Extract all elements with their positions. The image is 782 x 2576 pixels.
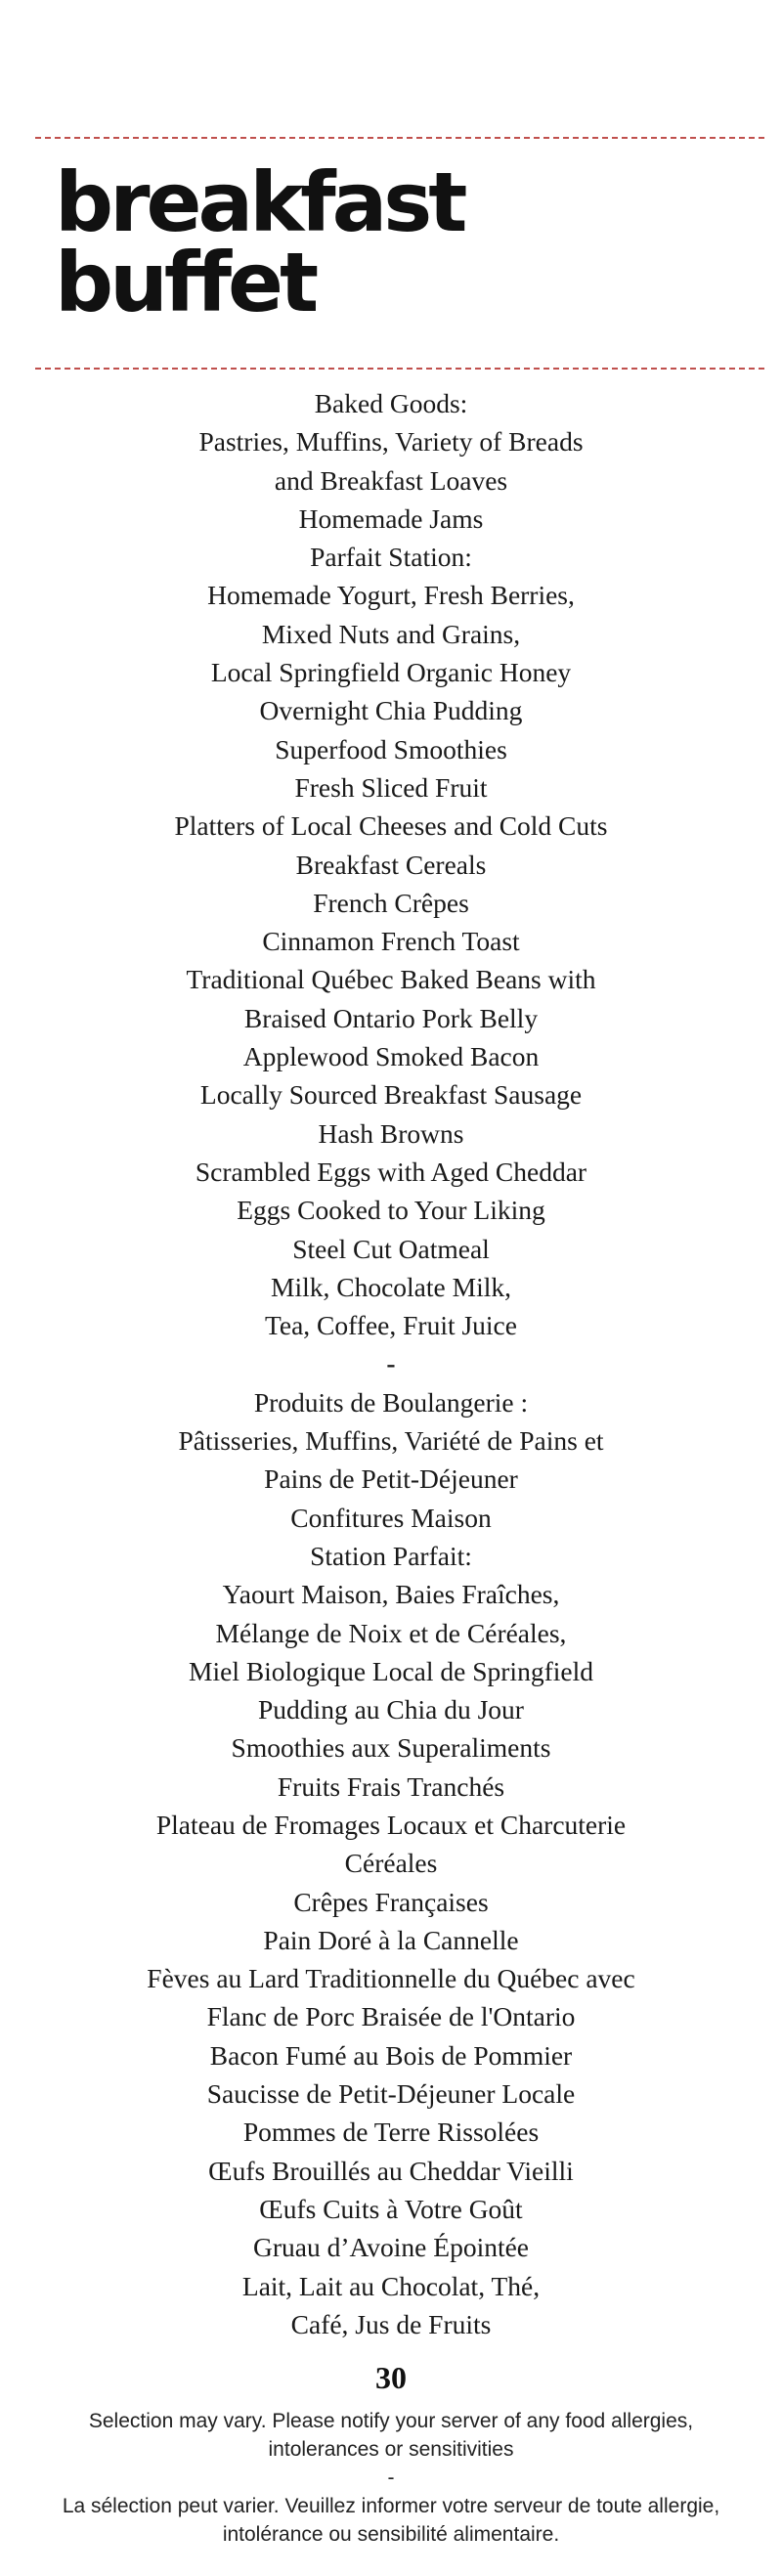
menu-item: Tea, Coffee, Fruit Juice xyxy=(265,1310,517,1341)
menu-item: Pudding au Chia du Jour xyxy=(258,1694,524,1725)
menu-item: Homemade Yogurt, Fresh Berries, xyxy=(207,580,575,611)
menu-item: Lait, Lait au Chocolat, Thé, xyxy=(241,2270,541,2301)
menu-item: Overnight Chia Pudding xyxy=(259,695,523,726)
menu-item: Parfait Station: xyxy=(310,542,472,573)
language-separator: - xyxy=(386,1348,396,1379)
allergy-notice xyxy=(39,2407,743,2549)
menu-item: Bacon Fumé au Bois de Pommier xyxy=(209,2039,573,2071)
allergy-notice-english: Selection may vary. Please notify your server of any food allergies, intolerances or sensitivities xyxy=(88,2410,694,2461)
menu-item: Mixed Nuts and Grains, xyxy=(261,618,521,649)
menu-item: Eggs Cooked to Your Liking xyxy=(237,1195,545,1226)
menu-item: Smoothies aux Superaliments xyxy=(231,1732,551,1764)
menu-item: Pâtisseries, Muffins, Variété de Pains et xyxy=(178,1425,604,1457)
menu-item-list xyxy=(0,384,782,2343)
menu-item: Local Springfield Organic Honey xyxy=(210,657,572,688)
menu-item: Plateau de Fromages Locaux et Charcuterie xyxy=(155,1809,627,1840)
menu-item: Mélange de Noix et de Céréales, xyxy=(215,1617,567,1648)
menu-item: Œufs Brouillés au Cheddar Vieilli xyxy=(208,2155,574,2186)
menu-item: Gruau d’Avoine Épointée xyxy=(252,2232,530,2263)
menu-item: Café, Jus de Fruits xyxy=(290,2308,492,2339)
title-line-2: buffet xyxy=(55,235,316,330)
menu-item: Platters of Local Cheeses and Cold Cuts xyxy=(174,810,608,842)
top-dashed-divider xyxy=(35,137,764,139)
menu-item: Pastries, Muffins, Variety of Breads xyxy=(198,426,584,458)
menu-item: French Crêpes xyxy=(313,887,469,918)
menu-item: Crêpes Françaises xyxy=(293,1886,489,1917)
menu-item: Miel Biologique Local de Springfield xyxy=(189,1655,593,1686)
menu-item: Superfood Smoothies xyxy=(275,733,507,764)
price: 30 xyxy=(375,2360,407,2395)
menu-item: Scrambled Eggs with Aged Cheddar xyxy=(195,1156,587,1187)
allergy-notice-separator: - xyxy=(387,2467,395,2489)
menu-item: and Breakfast Loaves xyxy=(274,464,508,496)
menu-item: Saucisse de Petit-Déjeuner Locale xyxy=(206,2078,576,2110)
menu-item: Confitures Maison xyxy=(290,1502,492,1533)
menu-item: Baked Goods: xyxy=(314,388,468,418)
menu-item: Produits de Boulangerie : xyxy=(253,1386,529,1418)
menu-item: Braised Ontario Pork Belly xyxy=(243,1002,539,1033)
menu-item: Céréales xyxy=(344,1848,438,1879)
menu-item: Steel Cut Oatmeal xyxy=(292,1233,490,1264)
menu-item: Homemade Jams xyxy=(298,502,484,534)
menu-item: Pains de Petit-Déjeuner xyxy=(264,1463,518,1495)
menu-item: Milk, Chocolate Milk, xyxy=(271,1271,511,1302)
menu-item: Cinnamon French Toast xyxy=(262,926,520,957)
menu-item: Fresh Sliced Fruit xyxy=(294,771,488,803)
menu-item: Hash Browns xyxy=(318,1117,464,1149)
menu-item: Locally Sourced Breakfast Sausage xyxy=(199,1079,583,1111)
allergy-notice-french: La sélection peut varier. Veuillez informer votre serveur de toute allergie, intolérance ou sensibilité alimentaire. xyxy=(62,2495,720,2546)
menu-item: Applewood Smoked Bacon xyxy=(242,1041,540,1072)
menu-item: Pain Doré à la Cannelle xyxy=(263,1924,519,1955)
menu-item: Flanc de Porc Braisée de l'Ontario xyxy=(206,2001,576,2032)
menu-item: Pommes de Terre Rissolées xyxy=(242,2117,540,2148)
menu-item: Traditional Québec Baked Beans with xyxy=(186,964,596,995)
menu-item: Fèves au Lard Traditionnelle du Québec avec xyxy=(147,1963,635,1994)
menu-item: Yaourt Maison, Baies Fraîches, xyxy=(222,1579,560,1610)
title-line-1: breakfast xyxy=(55,154,464,250)
page-title xyxy=(55,154,464,330)
menu-item: Fruits Frais Tranchés xyxy=(277,1770,505,1802)
menu-item: Breakfast Cereals xyxy=(295,849,487,880)
bottom-dashed-divider xyxy=(35,368,764,370)
menu-item: Œufs Cuits à Votre Goût xyxy=(259,2193,523,2224)
menu-item: Station Parfait: xyxy=(310,1540,472,1571)
